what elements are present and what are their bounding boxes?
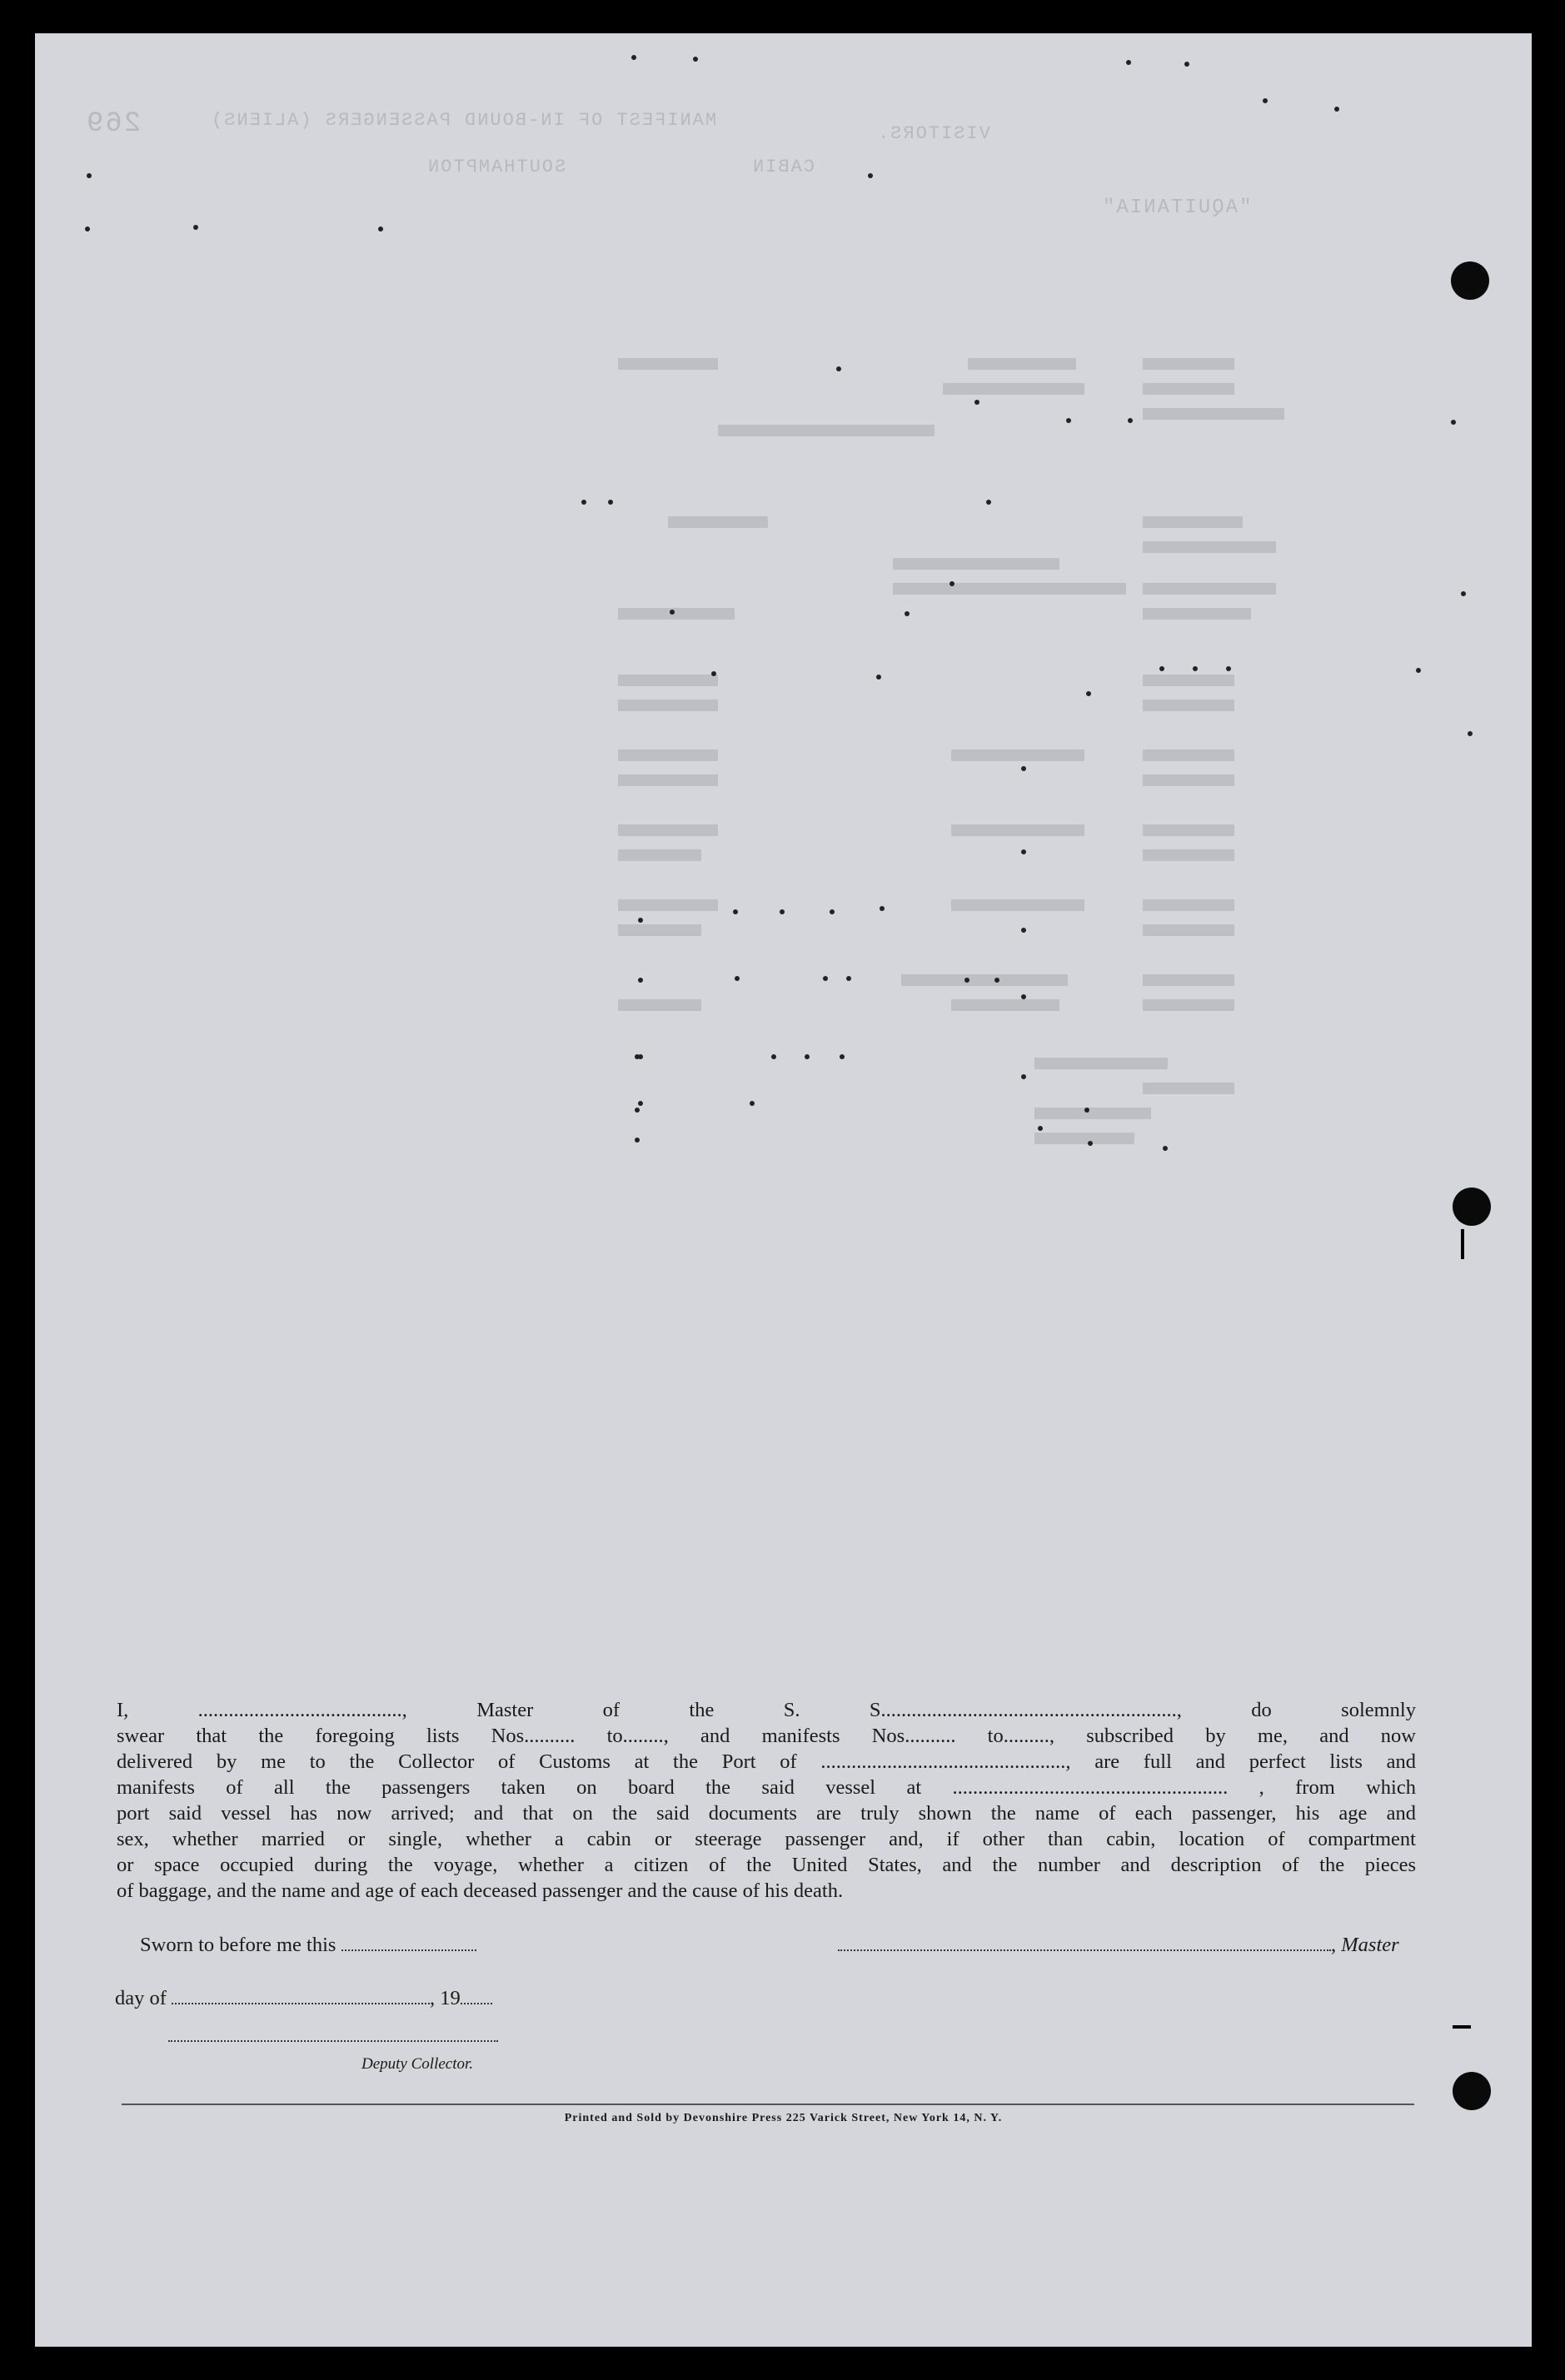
deputy-collector-label-wrap: [361, 2055, 473, 2074]
punch-hole-top: [1451, 261, 1489, 300]
stray-dot: [823, 976, 828, 981]
master-signature-blank[interactable]: [838, 1934, 1331, 1951]
stray-dot: [905, 611, 910, 616]
day-of-label: day of: [115, 1987, 167, 2009]
oath-line: delivered by me to the Collector of Customs at the Port of ................................................, are full and perfect lists and: [117, 1750, 1416, 1773]
footer-rule: [122, 2104, 1414, 2105]
edge-mark: [1453, 2025, 1471, 2029]
stray-dot: [1126, 60, 1131, 65]
stray-dot: [693, 57, 698, 62]
stray-dot: [193, 225, 198, 230]
stray-dot: [378, 227, 383, 232]
stray-dot: [1128, 418, 1133, 423]
stray-dot: [1021, 994, 1026, 999]
oath-line: manifests of all the passengers taken on board the said vessel at ...................................................... , from which: [117, 1776, 1416, 1799]
stray-dot: [949, 581, 954, 586]
stray-dot: [1021, 1074, 1026, 1079]
day-of-line: day of , 19: [115, 1987, 492, 2010]
stray-dot: [876, 675, 881, 680]
stray-dot: [638, 918, 643, 923]
stray-dot: [880, 906, 885, 911]
stray-dot: [1163, 1146, 1168, 1151]
stray-dot: [735, 976, 740, 981]
stray-dot: [87, 173, 92, 178]
stray-dot: [1334, 107, 1339, 112]
sworn-date-blank[interactable]: [341, 1934, 476, 1951]
oath-line: I, ........................................, Master of the S. S.........................................................., do solemnly: [117, 1699, 1416, 1721]
punch-hole-middle: [1453, 1188, 1491, 1226]
stray-dot: [1021, 928, 1026, 933]
stray-dot: [1416, 668, 1421, 673]
stray-dot: [581, 500, 586, 505]
stray-dot: [1038, 1126, 1043, 1131]
stray-dot: [1086, 691, 1091, 696]
stray-dot: [670, 610, 675, 615]
stray-dot: [974, 400, 979, 405]
stray-dot: [1263, 98, 1268, 103]
stray-dot: [1021, 766, 1026, 771]
stray-dot: [1451, 420, 1456, 425]
stray-dot: [868, 173, 873, 178]
stray-dot: [638, 978, 643, 983]
stray-dot: [1021, 849, 1026, 854]
stray-dot: [750, 1101, 755, 1106]
oath-line: port said vessel has now arrived; and that on the said documents are truly shown the name of each passenger, his age and: [117, 1802, 1416, 1825]
stray-dot: [805, 1054, 810, 1059]
oath-line: of baggage, and the name and age of each deceased passenger and the cause of his death.: [117, 1880, 844, 1902]
stray-dot: [840, 1054, 845, 1059]
sworn-line: [140, 1934, 476, 1957]
stray-dot: [1184, 62, 1189, 67]
stray-dot: [1461, 591, 1466, 596]
stray-dot: [846, 976, 851, 981]
stray-dot: [780, 909, 785, 914]
deputy-collector-label: Deputy Collector.: [361, 2055, 474, 2073]
stray-dot: [964, 978, 969, 983]
stray-dot: [1468, 731, 1473, 736]
year-blank[interactable]: [461, 1988, 492, 2004]
stray-dot: [635, 1138, 640, 1143]
printer-imprint: Printed and Sold by Devonshire Press 225 Varick Street, New York 14, N. Y.: [564, 2112, 1003, 2124]
ghost-entries: [35, 33, 1532, 1199]
oath-line: sex, whether married or single, whether a cabin or steerage passenger and, if other than cabin, location of compartment: [117, 1828, 1416, 1850]
stray-dot: [986, 500, 991, 505]
edge-mark: [1461, 1229, 1464, 1259]
manifest-page: [35, 33, 1532, 2347]
year-prefix: 19: [440, 1987, 461, 2009]
day-of-blank[interactable]: [172, 1988, 430, 2004]
stray-dot: [85, 227, 90, 232]
stray-dot: [830, 909, 835, 914]
oath-paragraph: [117, 1697, 1416, 1904]
master-label: Master: [1341, 1934, 1399, 1956]
stray-dot: [1193, 666, 1198, 671]
stray-dot: [1088, 1141, 1093, 1146]
punch-hole-bottom: [1453, 2072, 1491, 2110]
stray-dot: [635, 1054, 640, 1059]
stray-dot: [1159, 666, 1164, 671]
oath-line: swear that the foregoing lists Nos.......... to........, and manifests Nos.......... to........., subscribed by me, and now: [117, 1725, 1416, 1747]
ghost-port-from: SOUTHAMPTON: [426, 157, 566, 177]
ghost-category: VISITORS.: [876, 123, 990, 144]
stray-dot: [608, 500, 613, 505]
stray-dot: [635, 1108, 640, 1113]
stray-dot: [711, 671, 716, 676]
ghost-vessel-name: "AQUITANIA": [1101, 197, 1252, 219]
stray-dot: [1066, 418, 1071, 423]
ghost-manifest-title: MANIFEST OF IN-BOUND PASSENGERS (ALIENS): [210, 110, 717, 131]
master-signature-line: , Master: [838, 1934, 1399, 1957]
stray-dot: [1226, 666, 1231, 671]
stray-dot: [638, 1101, 643, 1106]
stray-dot: [836, 366, 841, 371]
oath-line: or space occupied during the voyage, whether a citizen of the United States, and the number and description of the pieces: [117, 1854, 1416, 1876]
stray-dot: [733, 909, 738, 914]
deputy-collector-blank[interactable]: [168, 2025, 498, 2042]
sworn-label: Sworn to before me this: [140, 1934, 336, 1956]
stray-dot: [994, 978, 999, 983]
stray-dot: [631, 55, 636, 60]
stray-dot: [1084, 1108, 1089, 1113]
ghost-class-label: CABIN: [751, 157, 815, 177]
ghost-page-number: 269: [85, 108, 142, 140]
stray-dot: [771, 1054, 776, 1059]
